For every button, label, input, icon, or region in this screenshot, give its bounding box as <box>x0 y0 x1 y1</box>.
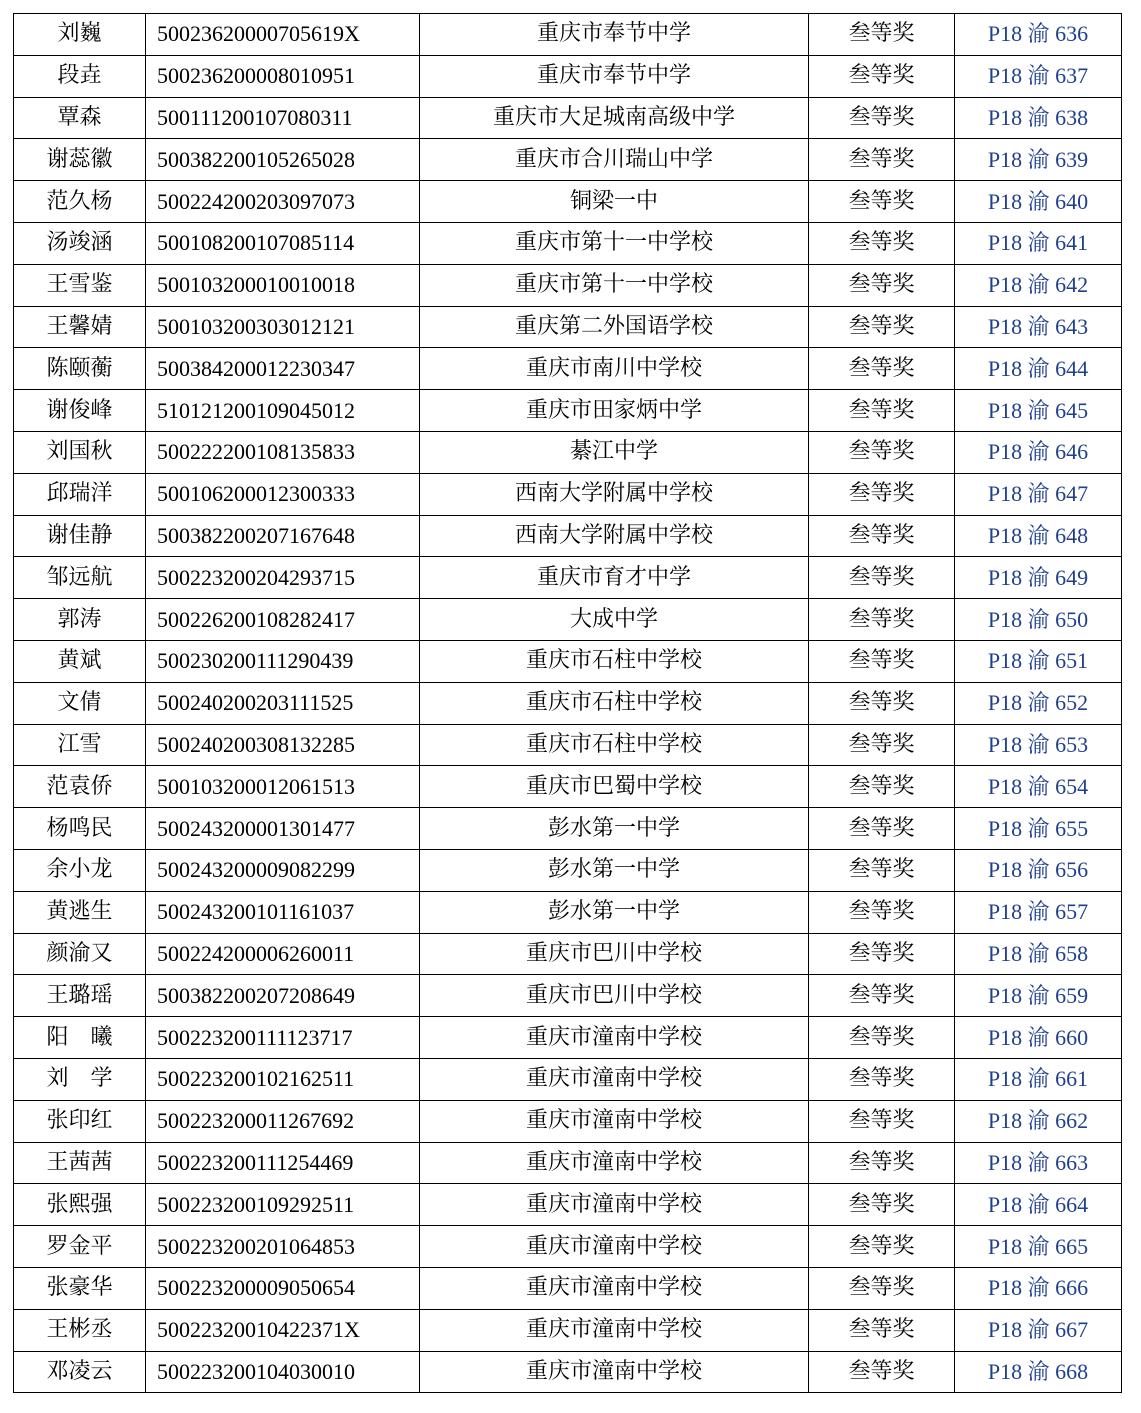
student-name-cell: 汤竣涵 <box>14 222 146 264</box>
student-name-cell: 黄斌 <box>14 640 146 682</box>
id-number-cell: 500243200101161037 <box>146 891 420 933</box>
id-number-cell: 500224200203097073 <box>146 181 420 223</box>
id-number-cell: 500236200008010951 <box>146 55 420 97</box>
award-level-cell: 叁等奖 <box>809 1309 955 1351</box>
school-cell: 重庆市合川瑞山中学 <box>420 139 809 181</box>
id-number-cell: 500223200104030010 <box>146 1351 420 1393</box>
student-name-cell: 黄逃生 <box>14 891 146 933</box>
table-row <box>14 1100 1122 1142</box>
table-row <box>14 1267 1122 1309</box>
award-level-cell: 叁等奖 <box>809 222 955 264</box>
table-row <box>14 139 1122 181</box>
certificate-number-cell: P18 渝 645 <box>955 390 1122 432</box>
table-row <box>14 97 1122 139</box>
id-number-cell: 500382200105265028 <box>146 139 420 181</box>
school-cell: 彭水第一中学 <box>420 808 809 850</box>
award-level-cell: 叁等奖 <box>809 139 955 181</box>
certificate-number-cell: P18 渝 644 <box>955 348 1122 390</box>
award-level-cell: 叁等奖 <box>809 1267 955 1309</box>
student-name-cell: 陈颐蘅 <box>14 348 146 390</box>
school-cell: 重庆市田家炳中学 <box>420 390 809 432</box>
award-level-cell: 叁等奖 <box>809 1226 955 1268</box>
student-name-cell: 文倩 <box>14 682 146 724</box>
student-name-cell: 张印红 <box>14 1100 146 1142</box>
award-level-cell: 叁等奖 <box>809 640 955 682</box>
school-cell: 重庆市石柱中学校 <box>420 682 809 724</box>
id-number-cell: 500106200012300333 <box>146 473 420 515</box>
award-level-cell: 叁等奖 <box>809 891 955 933</box>
school-cell: 大成中学 <box>420 599 809 641</box>
certificate-number-cell: P18 渝 655 <box>955 808 1122 850</box>
award-level-cell: 叁等奖 <box>809 1142 955 1184</box>
award-level-cell: 叁等奖 <box>809 14 955 56</box>
table-row <box>14 1351 1122 1393</box>
id-number-cell: 50022320010422371X <box>146 1309 420 1351</box>
school-cell: 重庆市育才中学 <box>420 557 809 599</box>
id-number-cell: 500230200111290439 <box>146 640 420 682</box>
award-level-cell: 叁等奖 <box>809 682 955 724</box>
student-name-cell: 郭涛 <box>14 599 146 641</box>
id-number-cell: 50023620000705619X <box>146 14 420 56</box>
certificate-number-cell: P18 渝 643 <box>955 306 1122 348</box>
id-number-cell: 500243200009082299 <box>146 849 420 891</box>
student-name-cell: 罗金平 <box>14 1226 146 1268</box>
school-cell: 重庆市石柱中学校 <box>420 724 809 766</box>
award-level-cell: 叁等奖 <box>809 390 955 432</box>
id-number-cell: 500223200204293715 <box>146 557 420 599</box>
id-number-cell: 500226200108282417 <box>146 599 420 641</box>
student-name-cell: 张熙强 <box>14 1184 146 1226</box>
school-cell: 彭水第一中学 <box>420 849 809 891</box>
student-name-cell: 覃森 <box>14 97 146 139</box>
award-level-cell: 叁等奖 <box>809 808 955 850</box>
table-row <box>14 431 1122 473</box>
school-cell: 重庆市潼南中学校 <box>420 1100 809 1142</box>
id-number-cell: 500223200111254469 <box>146 1142 420 1184</box>
table-row <box>14 1142 1122 1184</box>
award-level-cell: 叁等奖 <box>809 1351 955 1393</box>
award-level-cell: 叁等奖 <box>809 348 955 390</box>
certificate-number-cell: P18 渝 668 <box>955 1351 1122 1393</box>
award-list-table <box>13 13 1122 1393</box>
certificate-number-cell: P18 渝 637 <box>955 55 1122 97</box>
table-row <box>14 1017 1122 1059</box>
certificate-number-cell: P18 渝 666 <box>955 1267 1122 1309</box>
certificate-number-cell: P18 渝 636 <box>955 14 1122 56</box>
id-number-cell: 500103200012061513 <box>146 766 420 808</box>
id-number-cell: 510121200109045012 <box>146 390 420 432</box>
id-number-cell: 500243200001301477 <box>146 808 420 850</box>
school-cell: 重庆市南川中学校 <box>420 348 809 390</box>
certificate-number-cell: P18 渝 653 <box>955 724 1122 766</box>
school-cell: 重庆市石柱中学校 <box>420 640 809 682</box>
id-number-cell: 500222200108135833 <box>146 431 420 473</box>
award-level-cell: 叁等奖 <box>809 97 955 139</box>
student-name-cell: 范袁侨 <box>14 766 146 808</box>
student-name-cell: 江雪 <box>14 724 146 766</box>
award-level-cell: 叁等奖 <box>809 599 955 641</box>
student-name-cell: 刘国秋 <box>14 431 146 473</box>
student-name-cell: 余小龙 <box>14 849 146 891</box>
id-number-cell: 500223200201064853 <box>146 1226 420 1268</box>
certificate-number-cell: P18 渝 659 <box>955 975 1122 1017</box>
award-level-cell: 叁等奖 <box>809 55 955 97</box>
student-name-cell: 谢蕊徽 <box>14 139 146 181</box>
certificate-number-cell: P18 渝 641 <box>955 222 1122 264</box>
school-cell: 重庆市第十一中学校 <box>420 264 809 306</box>
award-level-cell: 叁等奖 <box>809 975 955 1017</box>
school-cell: 铜梁一中 <box>420 181 809 223</box>
certificate-number-cell: P18 渝 652 <box>955 682 1122 724</box>
student-name-cell: 邓凌云 <box>14 1351 146 1393</box>
certificate-number-cell: P18 渝 664 <box>955 1184 1122 1226</box>
table-row <box>14 1226 1122 1268</box>
table-row <box>14 55 1122 97</box>
award-level-cell: 叁等奖 <box>809 1100 955 1142</box>
school-cell: 重庆市奉节中学 <box>420 14 809 56</box>
certificate-number-cell: P18 渝 658 <box>955 933 1122 975</box>
table-row <box>14 14 1122 56</box>
award-level-cell: 叁等奖 <box>809 473 955 515</box>
certificate-number-cell: P18 渝 654 <box>955 766 1122 808</box>
certificate-number-cell: P18 渝 646 <box>955 431 1122 473</box>
certificate-number-cell: P18 渝 649 <box>955 557 1122 599</box>
id-number-cell: 500240200308132285 <box>146 724 420 766</box>
table-row <box>14 181 1122 223</box>
award-level-cell: 叁等奖 <box>809 849 955 891</box>
student-name-cell: 谢俊峰 <box>14 390 146 432</box>
school-cell: 重庆市潼南中学校 <box>420 1142 809 1184</box>
id-number-cell: 500223200011267692 <box>146 1100 420 1142</box>
school-cell: 重庆市巴川中学校 <box>420 975 809 1017</box>
certificate-number-cell: P18 渝 638 <box>955 97 1122 139</box>
certificate-number-cell: P18 渝 642 <box>955 264 1122 306</box>
school-cell: 重庆市奉节中学 <box>420 55 809 97</box>
certificate-number-cell: P18 渝 665 <box>955 1226 1122 1268</box>
certificate-number-cell: P18 渝 657 <box>955 891 1122 933</box>
table-row <box>14 390 1122 432</box>
certificate-number-cell: P18 渝 662 <box>955 1100 1122 1142</box>
award-level-cell: 叁等奖 <box>809 306 955 348</box>
school-cell: 重庆市第十一中学校 <box>420 222 809 264</box>
id-number-cell: 500223200109292511 <box>146 1184 420 1226</box>
school-cell: 重庆第二外国语学校 <box>420 306 809 348</box>
award-list-body <box>14 14 1122 1393</box>
school-cell: 重庆市潼南中学校 <box>420 1226 809 1268</box>
certificate-number-cell: P18 渝 651 <box>955 640 1122 682</box>
table-row <box>14 640 1122 682</box>
student-name-cell: 阳 曦 <box>14 1017 146 1059</box>
student-name-cell: 王璐瑶 <box>14 975 146 1017</box>
school-cell: 西南大学附属中学校 <box>420 515 809 557</box>
student-name-cell: 谢佳静 <box>14 515 146 557</box>
table-row <box>14 849 1122 891</box>
certificate-number-cell: P18 渝 656 <box>955 849 1122 891</box>
table-row <box>14 682 1122 724</box>
student-name-cell: 邱瑞洋 <box>14 473 146 515</box>
table-row <box>14 306 1122 348</box>
student-name-cell: 王雪鉴 <box>14 264 146 306</box>
award-level-cell: 叁等奖 <box>809 557 955 599</box>
certificate-number-cell: P18 渝 639 <box>955 139 1122 181</box>
id-number-cell: 500111200107080311 <box>146 97 420 139</box>
student-name-cell: 段垚 <box>14 55 146 97</box>
id-number-cell: 500384200012230347 <box>146 348 420 390</box>
school-cell: 重庆市潼南中学校 <box>420 1184 809 1226</box>
certificate-number-cell: P18 渝 660 <box>955 1017 1122 1059</box>
table-row <box>14 515 1122 557</box>
certificate-number-cell: P18 渝 667 <box>955 1309 1122 1351</box>
id-number-cell: 500382200207208649 <box>146 975 420 1017</box>
table-row <box>14 933 1122 975</box>
table-row <box>14 1309 1122 1351</box>
table-row <box>14 222 1122 264</box>
school-cell: 重庆市潼南中学校 <box>420 1017 809 1059</box>
id-number-cell: 500223200009050654 <box>146 1267 420 1309</box>
student-name-cell: 王彬丞 <box>14 1309 146 1351</box>
school-cell: 重庆市潼南中学校 <box>420 1351 809 1393</box>
certificate-number-cell: P18 渝 661 <box>955 1058 1122 1100</box>
student-name-cell: 颜渝又 <box>14 933 146 975</box>
school-cell: 西南大学附属中学校 <box>420 473 809 515</box>
table-row <box>14 473 1122 515</box>
id-number-cell: 500108200107085114 <box>146 222 420 264</box>
table-row <box>14 1058 1122 1100</box>
award-level-cell: 叁等奖 <box>809 1184 955 1226</box>
student-name-cell: 杨鸣民 <box>14 808 146 850</box>
student-name-cell: 刘巍 <box>14 14 146 56</box>
certificate-number-cell: P18 渝 663 <box>955 1142 1122 1184</box>
id-number-cell: 500103200010010018 <box>146 264 420 306</box>
id-number-cell: 500382200207167648 <box>146 515 420 557</box>
table-row <box>14 766 1122 808</box>
award-level-cell: 叁等奖 <box>809 1017 955 1059</box>
award-level-cell: 叁等奖 <box>809 515 955 557</box>
award-level-cell: 叁等奖 <box>809 766 955 808</box>
id-number-cell: 500240200203111525 <box>146 682 420 724</box>
table-row <box>14 1184 1122 1226</box>
award-level-cell: 叁等奖 <box>809 1058 955 1100</box>
school-cell: 重庆市巴川中学校 <box>420 933 809 975</box>
award-level-cell: 叁等奖 <box>809 431 955 473</box>
table-row <box>14 557 1122 599</box>
certificate-number-cell: P18 渝 648 <box>955 515 1122 557</box>
award-level-cell: 叁等奖 <box>809 933 955 975</box>
school-cell: 綦江中学 <box>420 431 809 473</box>
table-row <box>14 724 1122 766</box>
student-name-cell: 张豪华 <box>14 1267 146 1309</box>
id-number-cell: 500103200303012121 <box>146 306 420 348</box>
table-row <box>14 975 1122 1017</box>
school-cell: 重庆市大足城南高级中学 <box>420 97 809 139</box>
award-level-cell: 叁等奖 <box>809 264 955 306</box>
table-row <box>14 808 1122 850</box>
student-name-cell: 刘 学 <box>14 1058 146 1100</box>
school-cell: 重庆市潼南中学校 <box>420 1309 809 1351</box>
id-number-cell: 500223200111123717 <box>146 1017 420 1059</box>
award-level-cell: 叁等奖 <box>809 181 955 223</box>
table-row <box>14 264 1122 306</box>
student-name-cell: 范久杨 <box>14 181 146 223</box>
certificate-number-cell: P18 渝 640 <box>955 181 1122 223</box>
table-row <box>14 348 1122 390</box>
student-name-cell: 王馨婧 <box>14 306 146 348</box>
school-cell: 重庆市巴蜀中学校 <box>420 766 809 808</box>
certificate-number-cell: P18 渝 650 <box>955 599 1122 641</box>
id-number-cell: 500224200006260011 <box>146 933 420 975</box>
certificate-number-cell: P18 渝 647 <box>955 473 1122 515</box>
table-row <box>14 599 1122 641</box>
school-cell: 彭水第一中学 <box>420 891 809 933</box>
award-level-cell: 叁等奖 <box>809 724 955 766</box>
school-cell: 重庆市潼南中学校 <box>420 1058 809 1100</box>
student-name-cell: 邹远航 <box>14 557 146 599</box>
id-number-cell: 500223200102162511 <box>146 1058 420 1100</box>
school-cell: 重庆市潼南中学校 <box>420 1267 809 1309</box>
table-row <box>14 891 1122 933</box>
student-name-cell: 王茜茜 <box>14 1142 146 1184</box>
